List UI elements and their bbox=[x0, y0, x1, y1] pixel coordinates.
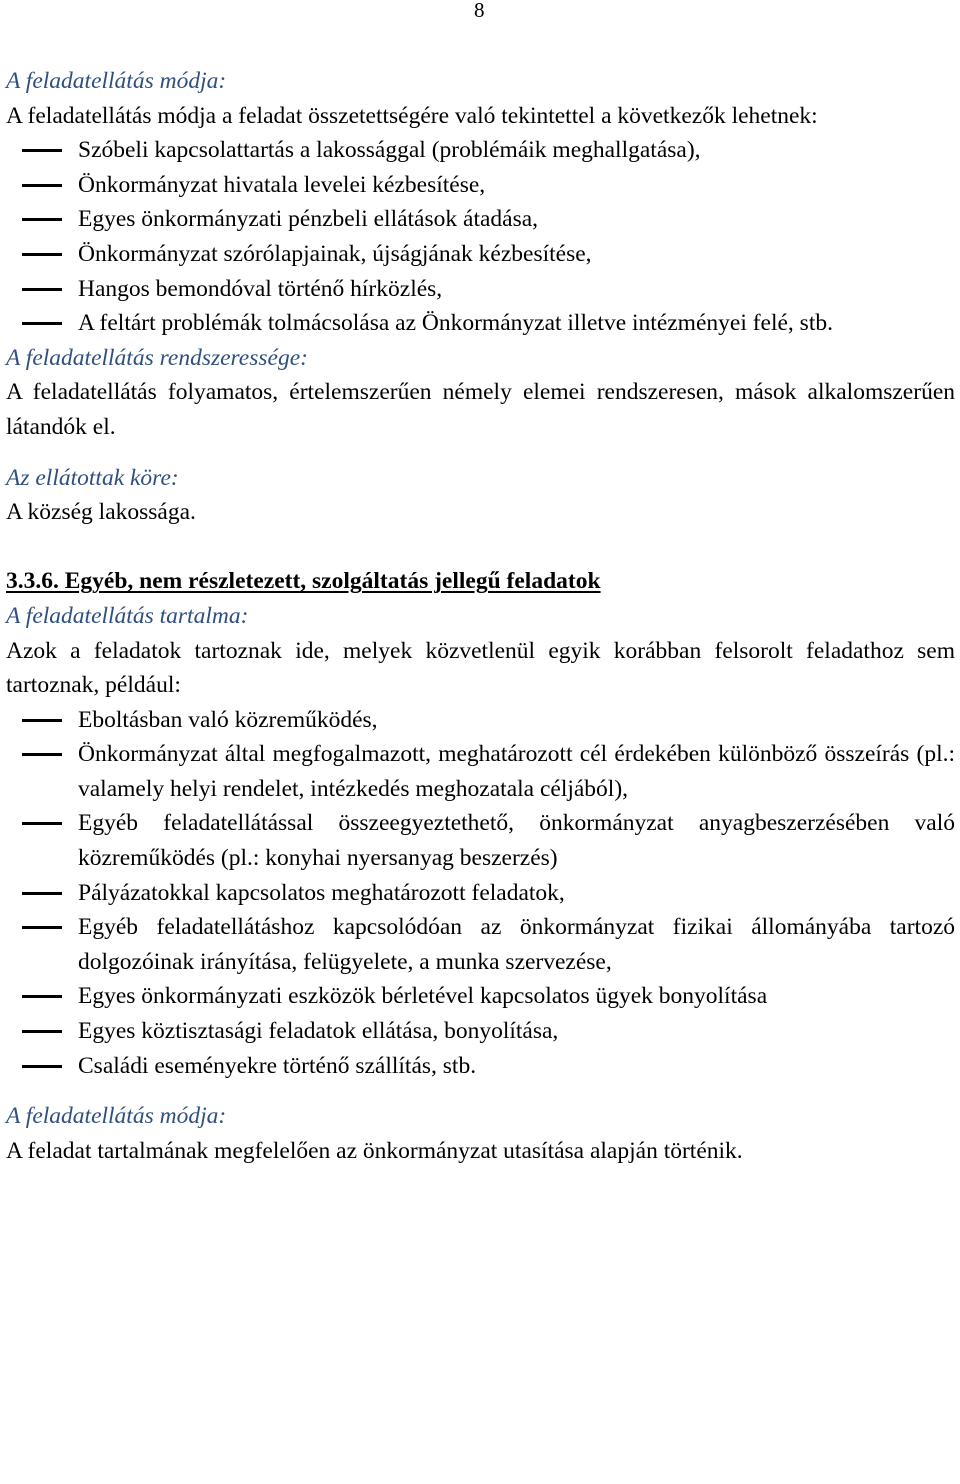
section-label-mode-2: A feladatellátás módja: bbox=[6, 1103, 227, 1130]
dash-bullet-icon bbox=[22, 1065, 62, 1068]
list-item: Önkormányzat hivatala levelei kézbesítése, bbox=[6, 168, 955, 203]
list-item: Pályázatokkal kapcsolatos meghatározott feladatok, bbox=[6, 876, 955, 911]
section-label-scope: Az ellátottak köre: bbox=[6, 464, 179, 491]
scope-paragraph: A község lakossága. bbox=[6, 499, 196, 526]
list-item: Egyéb feladatellátáshoz kapcsolódóan az önkormányzat fizikai állományába tartozó dolgozóinak irányítása, felügyelete, a munka szervezése, bbox=[6, 910, 955, 979]
document-body bbox=[6, 64, 955, 1168]
list-item: Önkormányzat által megfogalmazott, meghatározott cél érdekében különböző összeírás (pl.: valamely helyi rendelet, intézkedés meghozatala céljából), bbox=[6, 737, 955, 806]
list-item: Egyes köztisztasági feladatok ellátása, bonyolítása, bbox=[6, 1014, 955, 1049]
dash-bullet-icon bbox=[22, 822, 62, 825]
dash-bullet-icon bbox=[22, 753, 62, 756]
section-label-regularity: A feladatellátás rendszeressége: bbox=[6, 344, 308, 371]
mode-paragraph-2: A feladat tartalmának megfelelően az önkormányzat utasítása alapján történik. bbox=[6, 1137, 743, 1164]
list-item: Szóbeli kapcsolattartás a lakossággal (problémáik meghallgatása), bbox=[6, 133, 955, 168]
dash-bullet-icon bbox=[22, 995, 62, 998]
dash-bullet-icon bbox=[22, 926, 62, 929]
dash-bullet-icon bbox=[22, 322, 62, 325]
dash-bullet-icon bbox=[22, 149, 62, 152]
section-label-mode: A feladatellátás módja: bbox=[6, 68, 227, 94]
mode-paragraph: A feladatellátás módja a feladat összetettségére való tekintettel a következők lehetnek: bbox=[6, 102, 818, 129]
mode-list bbox=[6, 133, 955, 341]
list-item: A feltárt problémák tolmácsolása az Önkormányzat illetve intézményei felé, stb. bbox=[6, 306, 955, 341]
regularity-paragraph: A feladatellátás folyamatos, értelemszerűen némely elemei rendszeresen, mások alkalomszerűen látandók el. bbox=[6, 379, 955, 440]
list-item: Egyéb feladatellátással összeegyeztethető, önkormányzat anyagbeszerzésében való közreműködés (pl.: konyhai nyersanyag beszerzés) bbox=[6, 806, 955, 875]
dash-bullet-icon bbox=[22, 719, 62, 722]
dash-bullet-icon bbox=[22, 184, 62, 187]
dash-bullet-icon bbox=[22, 1030, 62, 1033]
section-heading: 3.3.6. Egyéb, nem részletezett, szolgáltatás jellegű feladatok bbox=[6, 568, 601, 595]
dash-bullet-icon bbox=[22, 288, 62, 291]
content-list bbox=[6, 703, 955, 1084]
list-item: Eboltásban való közreműködés, bbox=[6, 703, 955, 738]
section-label-content: A feladatellátás tartalma: bbox=[6, 602, 249, 629]
dash-bullet-icon bbox=[22, 253, 62, 256]
list-item: Egyes önkormányzati pénzbeli ellátások átadása, bbox=[6, 202, 955, 237]
list-item: Egyes önkormányzati eszközök bérletével kapcsolatos ügyek bonyolítása bbox=[6, 979, 955, 1014]
dash-bullet-icon bbox=[22, 218, 62, 221]
list-item: Hangos bemondóval történő hírközlés, bbox=[6, 272, 955, 307]
content-paragraph: Azok a feladatok tartoznak ide, melyek közvetlenül egyik korábban felsorolt feladathoz sem tartoznak, például: bbox=[6, 637, 955, 699]
list-item: Családi eseményekre történő szállítás, stb. bbox=[6, 1049, 955, 1084]
dash-bullet-icon bbox=[22, 892, 62, 895]
list-item: Önkormányzat szórólapjainak, újságjának kézbesítése, bbox=[6, 237, 955, 272]
